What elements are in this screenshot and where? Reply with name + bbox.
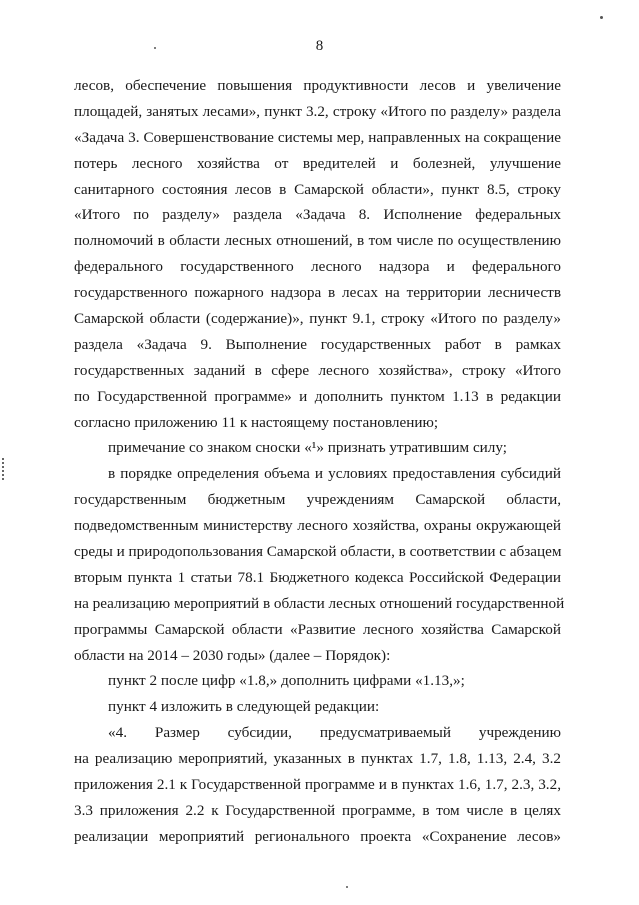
document-body bbox=[74, 73, 565, 850]
text-line: на реализацию мероприятий, указанных в пунктах 1.7, 1.8, 1.13, 2.4, 3.2 bbox=[74, 750, 561, 768]
text-line: примечание со знаком сноски «¹» признать утратившим силу; bbox=[108, 439, 508, 457]
text-line: по Государственной программе» и дополнить пунктом 1.13 в редакции bbox=[74, 387, 561, 405]
text-line: потерь лесного хозяйства от вредителей и болезней, улучшение bbox=[74, 154, 561, 172]
text-line: среды и природопользования Самарской области, в соответствии с абзацем bbox=[74, 543, 562, 561]
text-line: раздела «Задача 9. Выполнение государственных работ в рамках bbox=[74, 335, 561, 353]
text-line: площадей, занятых лесами», пункт 3.2, строку «Итого по разделу» раздела bbox=[74, 102, 561, 120]
text-line: «Задача 3. Совершенствование системы мер, направленных на сокращение bbox=[74, 128, 561, 146]
scan-speck bbox=[346, 886, 348, 888]
text-line: санитарного состояния лесов в Самарской области», пункт 8.5, строку bbox=[74, 180, 561, 198]
scan-edge-mark bbox=[2, 458, 4, 480]
text-line: реализации мероприятий регионального проекта «Сохранение лесов» bbox=[74, 827, 561, 845]
text-line: пункт 2 после цифр «1.8,» дополнить цифрами «1.13,»; bbox=[108, 672, 465, 690]
text-line: «4. Размер субсидии, предусматриваемый учреждению bbox=[108, 724, 561, 742]
text-line: федерального государственного лесного надзора и федерального bbox=[74, 258, 561, 276]
text-line: Самарской области (содержание)», пункт 9.1, строку «Итого по разделу» bbox=[74, 310, 561, 328]
text-line: государственных заданий в сфере лесного хозяйства», строку «Итого bbox=[74, 361, 561, 379]
text-line: в порядке определения объема и условиях предоставления субсидий bbox=[108, 465, 561, 483]
scan-speck bbox=[154, 47, 156, 49]
text-line: лесов, обеспечение повышения продуктивности лесов и увеличение bbox=[74, 77, 561, 94]
text-line: приложения 2.1 к Государственной программе и в пунктах 1.6, 1.7, 2.3, 3.2, bbox=[74, 776, 561, 794]
text-line: 3.3 приложения 2.2 к Государственной программе, в том числе в целях bbox=[74, 801, 561, 819]
text-line: на реализацию мероприятий в области лесных отношений государственной bbox=[74, 594, 565, 612]
text-line: программы Самарской области «Развитие лесного хозяйства Самарской bbox=[74, 620, 561, 638]
text-line: согласно приложению 11 к настоящему постановлению; bbox=[74, 413, 439, 431]
text-line: области на 2014 – 2030 годы» (далее – Порядок): bbox=[74, 646, 391, 664]
text-line: полномочий в области лесных отношений, в том числе по осуществлению bbox=[74, 232, 561, 250]
scan-speck bbox=[600, 16, 603, 19]
page-number: 8 bbox=[315, 38, 324, 54]
text-line: подведомственным министерству лесного хозяйства, охраны окружающей bbox=[74, 517, 561, 535]
text-line: государственным бюджетным учреждениям Самарской области, bbox=[74, 491, 561, 509]
text-line: государственного пожарного надзора в лесах на территории лесничеств bbox=[74, 284, 561, 302]
text-line: «Итого по разделу» раздела «Задача 8. Исполнение федеральных bbox=[74, 206, 561, 224]
text-line: пункт 4 изложить в следующей редакции: bbox=[108, 698, 380, 716]
text-line: вторым пункта 1 статьи 78.1 Бюджетного кодекса Российской Федерации bbox=[74, 568, 561, 586]
